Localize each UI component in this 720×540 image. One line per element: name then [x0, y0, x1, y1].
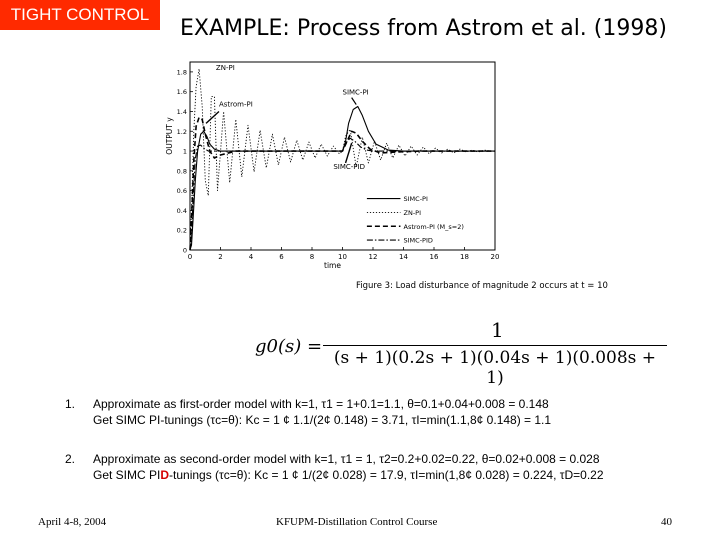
legend-entry: Astrom-PI (M_s=2) — [403, 222, 464, 231]
footer-course: KFUPM-Distillation Control Course — [276, 516, 438, 528]
y-tick-label: 0 — [182, 246, 187, 255]
legend-entry: ZN-PI — [403, 208, 421, 217]
x-tick-label: 0 — [187, 253, 193, 261]
y-tick-label: 1.4 — [176, 107, 187, 116]
x-tick-label: 16 — [429, 253, 439, 261]
item-number: 1. — [65, 397, 76, 411]
y-tick-label: 0.6 — [176, 187, 187, 196]
x-tick-label: 4 — [248, 253, 254, 261]
annotation-label: SIMC-PID — [333, 162, 365, 171]
response-chart — [160, 50, 500, 280]
y-tick-label: 0.4 — [176, 206, 187, 215]
item-line: Approximate as first-order model with k=1, τ1 = 1+0.1=1.1, θ=0.1+0.04+0.008 = 0.148 — [93, 397, 549, 411]
x-tick-label: 8 — [309, 253, 315, 261]
slide-title: EXAMPLE: Process from Astrom et al. (1998) — [180, 16, 667, 41]
item-line: Get SIMC PI-tunings (τc=θ): Kc = 1 ¢ 1.1/(2¢ 0.148) = 3.71, τI=min(1.1,8¢ 0.148) = 1.1 — [93, 413, 552, 427]
x-tick-label: 20 — [490, 253, 500, 261]
item-text: -tunings (τc=θ): Kc = 1 ¢ 1/(2¢ 0.028) = 17.9, τI=min(1,8¢ 0.028) = 0.224, τD=0.22 — [169, 468, 604, 482]
x-tick-label: 10 — [338, 253, 347, 261]
x-tick-label: 2 — [218, 253, 223, 261]
y-tick-label: 1 — [182, 147, 187, 156]
figure-caption: Figure 3: Load disturbance of magnitude 2 occurs at t = 10 — [356, 281, 608, 291]
footer-page-number: 40 — [661, 516, 672, 528]
annotation-label: SIMC-PI — [342, 88, 369, 97]
y-tick-label: 1.6 — [176, 88, 187, 97]
x-tick-label: 14 — [399, 253, 408, 261]
y-tick-label: 1.8 — [176, 68, 187, 77]
annotation-arrow — [346, 143, 352, 163]
annotation-label: Astrom-PI — [218, 100, 253, 109]
y-tick-label: 0.8 — [176, 167, 187, 176]
footer-date: April 4-8, 2004 — [38, 516, 107, 528]
highlight-d: D — [160, 468, 170, 482]
fraction-bar — [323, 345, 667, 346]
x-tick-label: 6 — [279, 253, 284, 261]
chart-svg — [160, 50, 500, 280]
item-number: 2. — [65, 452, 76, 466]
item-text: Get SIMC PI — [93, 468, 161, 482]
section-tag: TIGHT CONTROL — [0, 0, 160, 30]
item-line: Approximate as second-order model with k=1, τ1 = 1, τ2=0.2+0.02=0.22, θ=0.02+0.008 = 0.028 — [93, 452, 600, 466]
x-tick-label: 18 — [460, 253, 469, 261]
x-axis-label: time — [324, 261, 341, 270]
formula-lhs: g0(s) = — [255, 336, 323, 357]
legend-entry: SIMC-PID — [403, 236, 433, 245]
y-axis-label: OUTPUT y — [165, 117, 174, 155]
annotation-arrow — [352, 98, 357, 105]
legend-entry: SIMC-PI — [403, 195, 428, 204]
y-tick-label: 0.2 — [176, 226, 187, 235]
y-tick-label: 1.2 — [176, 127, 187, 136]
formula-numerator: 1 — [491, 318, 504, 342]
transfer-function — [255, 318, 675, 388]
formula-denominator: (s + 1)(0.2s + 1)(0.04s + 1)(0.008s + 1) — [333, 348, 657, 388]
series-line — [190, 138, 495, 250]
item-line — [93, 467, 604, 483]
x-tick-label: 12 — [368, 253, 378, 261]
annotation-label: ZN-PI — [215, 63, 235, 72]
annotation-arrow — [206, 111, 219, 123]
